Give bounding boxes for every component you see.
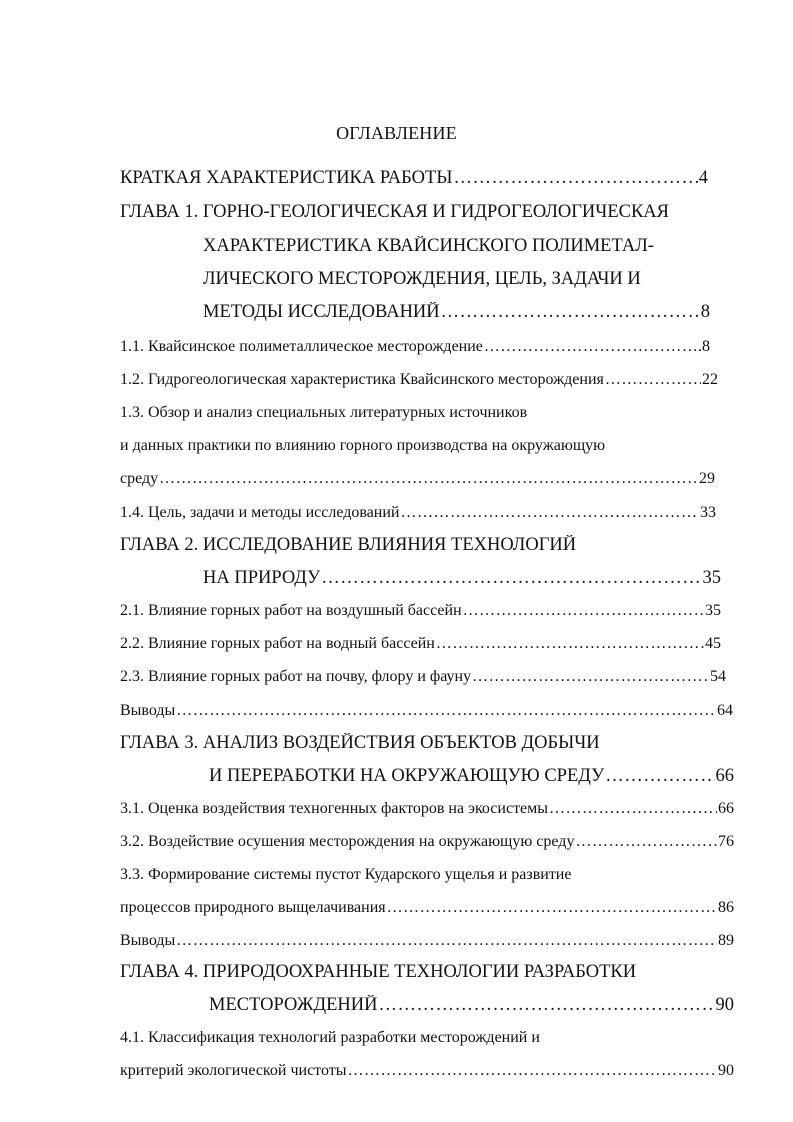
toc-entry xyxy=(120,899,734,923)
toc-entry-text: НА ПРИРОДУ xyxy=(203,568,321,588)
dot-leader xyxy=(484,338,697,356)
dot-leader xyxy=(549,800,717,818)
toc-entry xyxy=(120,866,571,890)
toc-entry-text: 1.3. Обзор и анализ специальных литературных источников xyxy=(120,404,528,421)
dot-leader xyxy=(176,702,716,720)
toc-entry-page: 90 xyxy=(715,995,734,1015)
toc-entry-page: 4 xyxy=(698,168,708,188)
dot-leader xyxy=(436,635,704,653)
dot-leader xyxy=(575,833,717,851)
toc-entry-text: 2.2. Влияние горных работ на водный бассейн xyxy=(120,635,435,652)
toc-entry-text: и данных практики по влиянию горного производства на окружающую xyxy=(120,437,606,454)
toc-entry-text: 4.1. Классификация технологий разработки месторождений и xyxy=(120,1029,540,1046)
dot-leader xyxy=(321,568,701,589)
dot-leader xyxy=(605,371,701,389)
toc-entry-text: ГЛАВА 4. ПРИРОДООХРАННЫЕ ТЕХНОЛОГИИ РАЗРАБОТКИ xyxy=(120,962,637,982)
toc-entry-page: 66 xyxy=(718,800,734,817)
toc-entry-page: 66 xyxy=(715,766,734,786)
toc-entry xyxy=(203,568,721,594)
toc-entry-page: 45 xyxy=(705,635,721,652)
toc-entry-text: ГЛАВА 2. ИССЛЕДОВАНИЕ ВЛИЯНИЯ ТЕХНОЛОГИЙ xyxy=(120,535,577,555)
toc-entry xyxy=(120,932,734,956)
toc-entry-page: 35 xyxy=(702,568,721,588)
toc-entry xyxy=(120,602,721,626)
dot-leader xyxy=(453,168,697,189)
toc-entry-text: КРАТКАЯ ХАРАКТЕРИСТИКА РАБОТЫ xyxy=(120,168,453,188)
toc-entry xyxy=(203,269,641,295)
toc-entry xyxy=(120,202,669,228)
toc-entry-text: 1.2. Гидрогеологическая характеристика Квайсинского месторождения xyxy=(120,371,604,388)
toc-entry xyxy=(120,668,726,692)
dot-leader xyxy=(176,932,717,950)
toc-entry-page: 22 xyxy=(702,371,718,388)
toc-entry-text: МЕСТОРОЖДЕНИЙ xyxy=(209,995,378,1015)
toc-entry-text: 1.1. Квайсинское полиметаллическое месторождение xyxy=(120,338,483,355)
dot-leader xyxy=(379,995,715,1016)
toc-entry xyxy=(209,766,734,792)
dot-leader xyxy=(159,470,698,488)
toc-entry-text: 2.1. Влияние горных работ на воздушный бассейн xyxy=(120,602,462,619)
dot-leader xyxy=(441,302,700,323)
toc-entry-text: процессов природного выщелачивания xyxy=(120,899,386,916)
toc-entry xyxy=(120,371,718,395)
toc-entry-page: 33 xyxy=(700,504,716,521)
toc-entry-text: среду xyxy=(120,470,159,487)
toc-entry xyxy=(120,635,721,659)
toc-entry-text: МЕТОДЫ ИССЛЕДОВАНИЙ xyxy=(203,302,440,322)
toc-entry-text: 3.1. Оценка воздействия техногенных факторов на экосистемы xyxy=(120,800,549,817)
toc-entry-text: ГЛАВА 1. ГОРНО-ГЕОЛОГИЧЕСКАЯ И ГИДРОГЕОЛОГИЧЕСКАЯ xyxy=(120,202,669,222)
toc-heading: ОГЛАВЛЕНИЕ xyxy=(336,123,457,143)
toc-entry-page: 89 xyxy=(718,932,734,949)
toc-entry xyxy=(209,995,734,1021)
toc-entry-page: 35 xyxy=(705,602,721,619)
toc-entry xyxy=(120,962,636,988)
toc-entry-text: 3.2. Воздействие осушения месторождения на окружающую среду xyxy=(120,833,575,850)
toc-entry xyxy=(120,833,734,857)
dot-leader xyxy=(472,668,709,686)
dot-leader xyxy=(605,766,714,787)
toc-entry-page: 29 xyxy=(699,470,715,487)
toc-entry xyxy=(203,236,654,262)
toc-entry xyxy=(120,702,733,726)
toc-entry-page: 90 xyxy=(718,1062,734,1079)
toc-entry-text: ЛИЧЕСКОГО МЕСТОРОЖДЕНИЯ, ЦЕЛЬ, ЗАДАЧИ И xyxy=(203,269,641,289)
toc-entry xyxy=(120,437,605,461)
toc-entry-page: 86 xyxy=(718,899,734,916)
toc-entry xyxy=(120,733,600,759)
dot-leader xyxy=(463,602,704,620)
toc-entry-text: Выводы xyxy=(120,702,176,719)
toc-entry xyxy=(203,302,710,328)
toc-entry-page: 54 xyxy=(710,668,726,685)
toc-entry-page: 64 xyxy=(717,702,733,719)
toc-entry-text: И ПЕРЕРАБОТКИ НА ОКРУЖАЮЩУЮ СРЕДУ xyxy=(209,766,605,786)
toc-entry xyxy=(120,404,527,428)
toc-entry-page: 8 xyxy=(700,302,710,322)
toc-entry xyxy=(120,470,715,494)
dot-leader xyxy=(387,899,717,917)
toc-entry-text: 3.3. Формирование системы пустот Кударского ущелья и развитие xyxy=(120,866,572,883)
toc-entry-page: 76 xyxy=(718,833,734,850)
toc-entry-text: 2.3. Влияние горных работ на почву, флору и фауну xyxy=(120,668,472,685)
toc-entry xyxy=(120,168,708,194)
toc-entry xyxy=(120,338,710,362)
toc-entry-text: ГЛАВА 3. АНАЛИЗ ВОЗДЕЙСТВИЯ ОБЪЕКТОВ ДОБЫЧИ xyxy=(120,733,600,753)
dot-leader xyxy=(400,504,699,522)
toc-entry xyxy=(120,535,576,561)
toc-entry-page: .8 xyxy=(698,338,710,355)
toc-entry-text: Выводы xyxy=(120,932,176,949)
toc-entry-text: 1.4. Цель, задачи и методы исследований xyxy=(120,504,400,521)
toc-entry xyxy=(120,800,734,824)
toc-entry xyxy=(120,1029,540,1053)
toc-entry xyxy=(120,504,716,528)
toc-entry-text: критерий экологической чистоты xyxy=(120,1062,347,1079)
dot-leader xyxy=(347,1062,717,1080)
toc-entry xyxy=(120,1062,734,1086)
toc-entry-text: ХАРАКТЕРИСТИКА КВАЙСИНСКОГО ПОЛИМЕТАЛ- xyxy=(203,236,654,256)
